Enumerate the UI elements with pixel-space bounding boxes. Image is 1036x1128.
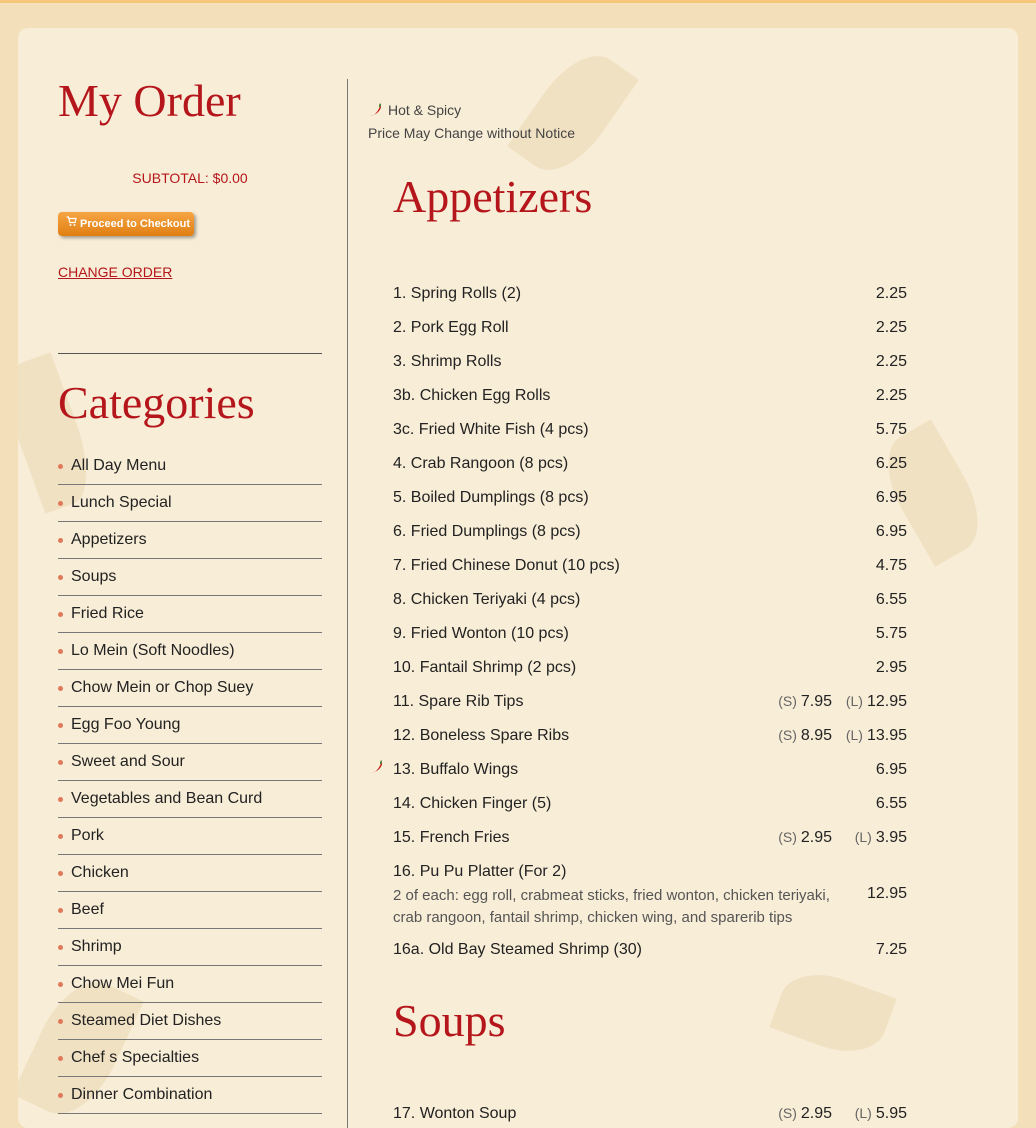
bullet-icon xyxy=(58,1019,63,1024)
menu-item[interactable]: 16. Pu Pu Platter (For 2) 2 of each: egg roll, crabmeat sticks, fried wonton, chicken teriyaki, crab rangoon, fantail shrimp, chicken wing, and sparerib tips 12.95 xyxy=(393,859,907,937)
menu-item[interactable]: 12. Boneless Spare Ribs (S) 8.95 (L) 13.95 xyxy=(393,727,907,744)
column-divider xyxy=(347,79,348,1128)
item-description: 2 of each: egg roll, crabmeat sticks, fried wonton, chicken teriyaki, crab rangoon, fantail shrimp, chicken wing, and sparerib tips xyxy=(393,887,830,926)
menu-item[interactable]: 7. Fried Chinese Donut (10 pcs) 4.75 xyxy=(393,557,907,574)
category-item-fried-rice[interactable]: Fried Rice xyxy=(58,596,322,633)
menu-item[interactable]: 5. Boiled Dumplings (8 pcs) 6.95 xyxy=(393,489,907,506)
menu-item[interactable]: 1. Spring Rolls (2) 2.25 xyxy=(393,285,907,302)
categories-title: Categories xyxy=(58,377,255,428)
menu-item[interactable]: 11. Spare Rib Tips (S) 7.95 (L) 12.95 xyxy=(393,693,907,710)
checkout-label: Proceed to Checkout xyxy=(80,218,191,230)
menu-item[interactable]: 13. Buffalo Wings 6.95 xyxy=(393,757,907,791)
large-price: (L) 5.95 xyxy=(854,1105,907,1122)
bullet-icon xyxy=(58,464,63,469)
category-item-chow-mei-fun[interactable]: Chow Mei Fun xyxy=(58,966,322,1003)
section-divider xyxy=(58,353,322,354)
cart-icon xyxy=(66,212,77,236)
bullet-icon xyxy=(58,1093,63,1098)
soups-list xyxy=(393,1101,907,1128)
proceed-to-checkout-button[interactable] xyxy=(58,212,194,236)
category-item-chow-mein[interactable]: Chow Mein or Chop Suey xyxy=(58,670,322,707)
menu-item[interactable]: 3. Shrimp Rolls 2.25 xyxy=(393,353,907,370)
spicy-legend xyxy=(368,102,461,118)
category-item-sweet-and-sour[interactable]: Sweet and Sour xyxy=(58,744,322,781)
small-price: (S) 7.95 xyxy=(778,693,832,710)
menu-item[interactable]: 8. Chicken Teriyaki (4 pcs) 6.55 xyxy=(393,591,907,608)
category-item-steamed-diet[interactable]: Steamed Diet Dishes xyxy=(58,1003,322,1040)
bullet-icon xyxy=(58,982,63,987)
category-item-shrimp[interactable]: Shrimp xyxy=(58,929,322,966)
spicy-legend-label: Hot & Spicy xyxy=(388,102,462,118)
order-title: My Order xyxy=(58,75,241,126)
leaf-decoration xyxy=(507,40,639,187)
category-item-pork[interactable]: Pork xyxy=(58,818,322,855)
chili-pepper-icon xyxy=(367,758,387,777)
bullet-icon xyxy=(58,649,63,654)
category-list xyxy=(58,448,322,1114)
menu-item[interactable]: 14. Chicken Finger (5) 6.55 xyxy=(393,795,907,812)
section-title-appetizers: Appetizers xyxy=(393,171,593,222)
menu-item[interactable]: 6. Fried Dumplings (8 pcs) 6.95 xyxy=(393,523,907,540)
menu-item[interactable]: 16a. Old Bay Steamed Shrimp (30) 7.25 xyxy=(393,941,907,958)
small-price: (S) 2.95 xyxy=(778,1105,832,1122)
subtotal: SUBTOTAL: $0.00 xyxy=(132,170,248,186)
change-order-link[interactable]: CHANGE ORDER xyxy=(58,264,173,280)
small-price: (S) 2.95 xyxy=(778,829,832,846)
bullet-icon xyxy=(58,797,63,802)
section-title-soups: Soups xyxy=(393,995,506,1046)
bullet-icon xyxy=(58,686,63,691)
category-item-beef[interactable]: Beef xyxy=(58,892,322,929)
menu-item[interactable]: 9. Fried Wonton (10 pcs) 5.75 xyxy=(393,625,907,642)
bullet-icon xyxy=(58,575,63,580)
category-item-lunch-special[interactable]: Lunch Special xyxy=(58,485,322,522)
price-notice: Price May Change without Notice xyxy=(368,125,575,141)
bullet-icon xyxy=(58,1056,63,1061)
bullet-icon xyxy=(58,945,63,950)
chili-pepper-icon xyxy=(366,101,386,120)
menu-item[interactable]: 4. Crab Rangoon (8 pcs) 6.25 xyxy=(393,455,907,472)
menu-item[interactable]: 3c. Fried White Fish (4 pcs) 5.75 xyxy=(393,421,907,438)
category-item-all-day-menu[interactable]: All Day Menu xyxy=(58,448,322,485)
appetizers-list xyxy=(393,281,907,971)
bullet-icon xyxy=(58,908,63,913)
top-accent-bar xyxy=(0,0,1036,3)
bullet-icon xyxy=(58,723,63,728)
menu-item[interactable]: 3b. Chicken Egg Rolls 2.25 xyxy=(393,387,907,404)
category-item-lo-mein[interactable]: Lo Mein (Soft Noodles) xyxy=(58,633,322,670)
category-item-vegetables[interactable]: Vegetables and Bean Curd xyxy=(58,781,322,818)
large-price: (L) 12.95 xyxy=(845,693,907,710)
category-item-chicken[interactable]: Chicken xyxy=(58,855,322,892)
menu-card xyxy=(18,28,1018,1128)
large-price: (L) 3.95 xyxy=(854,829,907,846)
large-price: (L) 13.95 xyxy=(845,727,907,744)
category-item-soups[interactable]: Soups xyxy=(58,559,322,596)
small-price: (S) 8.95 xyxy=(778,727,832,744)
bullet-icon xyxy=(58,871,63,876)
category-item-egg-foo-young[interactable]: Egg Foo Young xyxy=(58,707,322,744)
menu-item[interactable]: 2. Pork Egg Roll 2.25 xyxy=(393,319,907,336)
bullet-icon xyxy=(58,501,63,506)
menu-item[interactable]: 10. Fantail Shrimp (2 pcs) 2.95 xyxy=(393,659,907,676)
leaf-decoration xyxy=(769,961,896,1064)
category-item-appetizers[interactable]: Appetizers xyxy=(58,522,322,559)
bullet-icon xyxy=(58,612,63,617)
bullet-icon xyxy=(58,760,63,765)
category-item-dinner-combination[interactable]: Dinner Combination xyxy=(58,1077,322,1114)
bullet-icon xyxy=(58,834,63,839)
menu-item[interactable]: 17. Wonton Soup (S) 2.95 (L) 5.95 xyxy=(393,1105,907,1122)
category-item-chefs-specialties[interactable]: Chef s Specialties xyxy=(58,1040,322,1077)
menu-item[interactable]: 15. French Fries (S) 2.95 (L) 3.95 xyxy=(393,829,907,846)
bullet-icon xyxy=(58,538,63,543)
